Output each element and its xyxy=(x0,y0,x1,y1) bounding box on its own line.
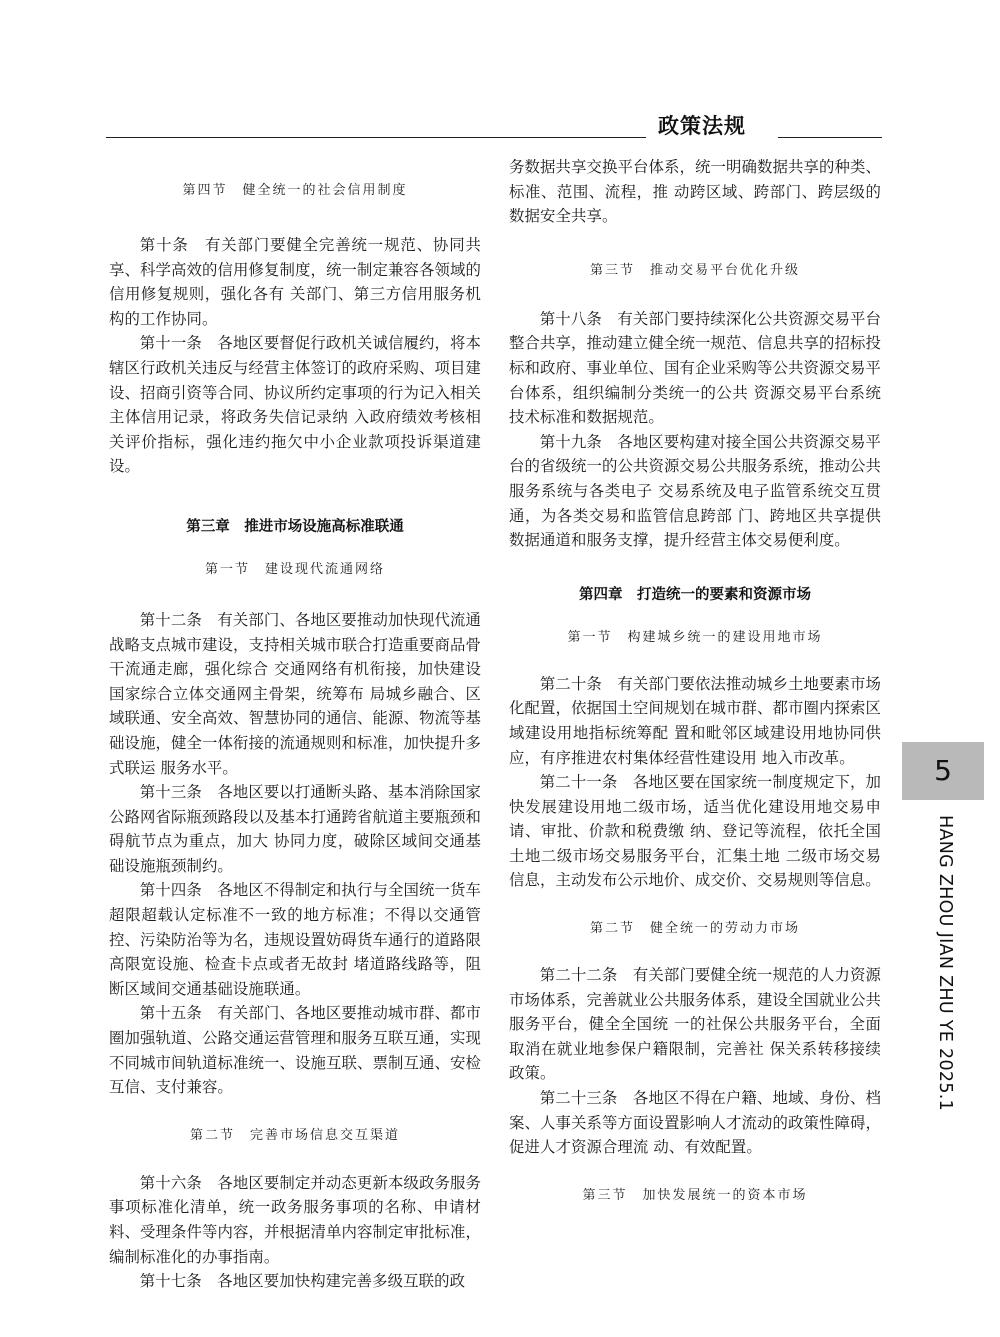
article-paragraph: 第十条 有关部门要健全完善统一规范、协同共享、科学高效的信用修复制度，统一制定兼容各领域的信用修复规则，强化各有 关部门、第三方信用服务机构的工作协同。 xyxy=(109,236,481,328)
article-paragraph: 第十九条 各地区要构建对接全国公共资源交易平台的省级统一的公共资源交易公共服务系统，推动公共服务系统与各类电子 交易系统及电子监管系统交互贯通，为各类交易和监管信息跨部 门、跨地区共享提供数据通道和服务支撑，提升经营主体交易便利度。 xyxy=(509,432,881,550)
article-paragraph: 第十七条 各地区要加快构建完善多级互联的政 xyxy=(139,1272,466,1291)
right-column xyxy=(509,155,881,1203)
article-paragraph: 第十一条 各地区要督促行政机关诚信履约，将本辖区行政机关违反与经营主体签订的政府采购、项目建设、招商引资等合同、协议所约定事项的行为记入相关主体信用记录，将政务失信记录纳 入政府绩效考核相关评价指标，强化违约拖欠中小企业款项投诉渠道建设。 xyxy=(109,334,481,476)
article-paragraph: 第十八条 有关部门要持续深化公共资源交易平台整合共享，推动建立健全统一规范、信息共享的招标投标和政府、事业单位、国有企业采购等公共资源交易平台体系，组织编制分类统一的公共 资源交易平台系统技术标准和数据规范。 xyxy=(509,309,881,427)
chapter-title: 第三章 推进市场设施高标准联通 xyxy=(186,518,404,535)
section-title: 第一节 建设现代流通网络 xyxy=(204,561,385,577)
section-title: 第一节 构建城乡统一的建设用地市场 xyxy=(567,629,823,645)
article-paragraph: 第十四条 各地区不得制定和执行与全国统一货车超限超载认定标准不一致的地方标准；不得以交通管控、污染防治等为名，违规设置妨碍货车通行的道路限高限宽设施、检查卡点或者无故封 堵道路线路等，阻断区域间交通基础设施联通。 xyxy=(109,881,481,998)
article-paragraph: 第二十一条 各地区要在国家统一制度规定下，加快发展建设用地二级市场，适当优化建设用地交易申请、审批、价款和税费缴 纳、登记等流程，依托全国土地二级市场交易服务平台，汇集土地 二级市场交易信息，主动发布公示地价、成交价、交易规则等信息。 xyxy=(509,773,881,890)
section-title: 第三节 加快发展统一的资本市场 xyxy=(582,1187,808,1203)
article-paragraph: 第二十条 有关部门要依法推动城乡土地要素市场化配置，依据国土空间规划在城市群、都市圈内探索区域建设用地指标统筹配 置和毗邻区域建设用地协同供应，有序推进农村集体经营性建设用 地入市改革。 xyxy=(509,674,881,767)
left-column xyxy=(109,155,481,1294)
page-number-tab: 5 xyxy=(902,742,984,800)
header-rule-right xyxy=(778,137,882,138)
article-paragraph-continued: 务数据共享交换平台体系，统一明确数据共享的种类、标准、范围、流程，推 动跨区域、跨部门、跨层级的数据安全共享。 xyxy=(509,158,881,226)
article-paragraph: 第十二条 有关部门、各地区要推动加快现代流通战略支点城市建设，支持相关城市联合打造重要商品骨干流通走廊，强化综合 交通网络有机衔接，加快建设国家综合立体交通网主骨架，统筹布 局城乡融合、区域联通、安全高效、智慧协同的通信、能源、物流等基础设施，健全一体衔接的流通规则和标准，加快提升多式联运 服务水平。 xyxy=(109,610,481,777)
section-title: 第三节 推动交易平台优化升级 xyxy=(589,262,800,278)
article-paragraph: 第十三条 各地区要以打通断头路、基本消除国家公路网省际瓶颈路段以及基本打通跨省航道主要瓶颈和碍航节点为重点，加大 协同力度，破除区域间交通基础设施瓶颈制约。 xyxy=(109,783,481,875)
section-title: 第二节 健全统一的劳动力市场 xyxy=(589,921,800,937)
article-paragraph: 第二十三条 各地区不得在户籍、地域、身份、档案、人事关系等方面设置影响人才流动的政策性障碍，促进人才资源合理流 动、有效配置。 xyxy=(509,1089,881,1157)
chapter-title: 第四章 打造统一的要素和资源市场 xyxy=(579,586,811,603)
magazine-name: HANG ZHOU JIAN ZHU YE 2025.1 xyxy=(935,815,955,1112)
article-paragraph: 第二十二条 有关部门要健全统一规范的人力资源市场体系，完善就业公共服务体系，建设全国就业公共服务平台，健全全国统 一的社保公共服务平台，全面取消在就业地参保户籍限制，完善社 保关系转移接续政策。 xyxy=(509,966,881,1083)
header-rule-left xyxy=(106,137,646,138)
section-header-title: 政策法规 xyxy=(658,114,746,138)
article-paragraph: 第十五条 有关部门、各地区要推动城市群、都市圈加强轨道、公路交通运营管理和服务互联互通，实现不同城市间轨道标准统一、设施互联、票制互通、安检互信、支付兼容。 xyxy=(109,1004,481,1097)
section-title: 第二节 完善市场信息交互渠道 xyxy=(189,1127,400,1143)
section-title: 第四节 健全统一的社会信用制度 xyxy=(182,183,408,198)
article-paragraph: 第十六条 各地区要制定并动态更新本级政务服务事项标准化清单，统一政务服务事项的名称、申请材料、受理条件等内容，并根据清单内容制定审批标准，编制标准化的办事指南。 xyxy=(109,1173,481,1266)
